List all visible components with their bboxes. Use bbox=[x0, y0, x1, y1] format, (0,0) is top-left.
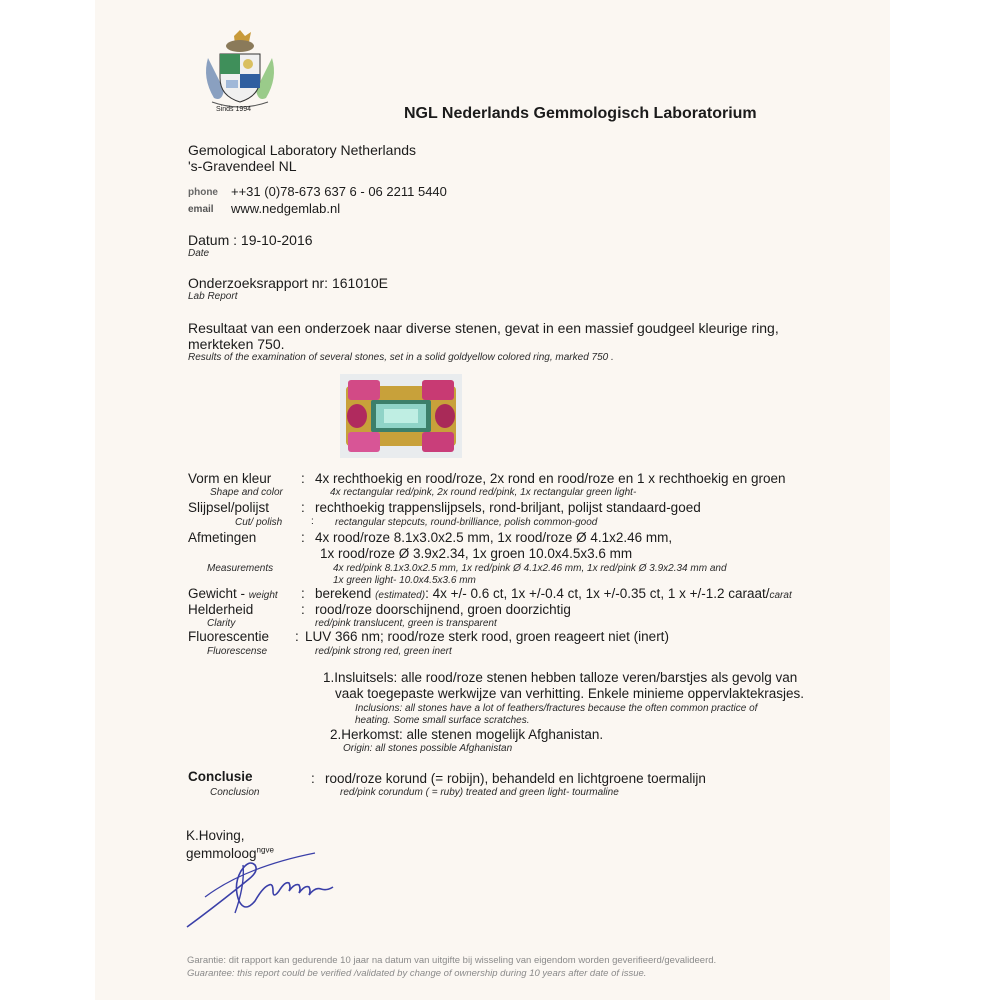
weight-label-line bbox=[188, 586, 278, 601]
shape-value: 4x rechthoekig en rood/roze, 2x rond en rood/roze en 1 x rechthoekig en groen bbox=[315, 471, 786, 486]
description-en: Results of the examination of several stones, set in a solid goldyellow colored ring, marked 750 . bbox=[188, 352, 614, 363]
measurements-label: Afmetingen bbox=[188, 530, 257, 545]
measurements-label-en: Measurements bbox=[207, 563, 274, 574]
measurements-value-1: 4x rood/roze 8.1x3.0x2.5 mm, 1x rood/roze Ø 4.1x2.46 mm, bbox=[315, 530, 673, 545]
lab-logo bbox=[200, 28, 280, 120]
ring-photo bbox=[340, 374, 462, 458]
english-name: Gemological Laboratory Netherlands bbox=[188, 142, 417, 158]
clarity-label: Helderheid bbox=[188, 602, 254, 617]
email-label: email bbox=[188, 204, 214, 215]
date-label-en: Date bbox=[188, 248, 210, 259]
date-value: 19-10-2016 bbox=[240, 232, 313, 248]
weight-label-en: weight bbox=[248, 590, 278, 601]
weight-unit-en: carat bbox=[769, 590, 792, 601]
handwritten-signature bbox=[183, 835, 373, 935]
date-label: Datum bbox=[188, 232, 230, 248]
conclusion-label-en: Conclusion bbox=[210, 787, 260, 798]
inclusions-nl-1: 1.Insluitsels: alle rood/roze stenen hebben talloze veren/barstjes als gevolg van bbox=[323, 670, 798, 685]
city: 's-Gravendeel NL bbox=[188, 158, 297, 174]
fluorescence-value-en: red/pink strong red, green inert bbox=[315, 646, 452, 657]
measurements-value-en-2: 1x green light- 10.0x4.5x3.6 mm bbox=[333, 575, 476, 586]
cut-value-en: rectangular stepcuts, round-brilliance, polish common-good bbox=[335, 517, 598, 528]
guarantee-nl: Garantie: dit rapport kan gedurende 10 jaar na datum van uitgifte bij wisseling van eigendom worden geverifieerd/gevalideerd. bbox=[187, 955, 717, 966]
logo-motto: Sinds 1994 bbox=[216, 106, 252, 113]
report-number-value: 161010E bbox=[331, 275, 389, 291]
report-number-label-en: Lab Report bbox=[188, 291, 238, 302]
measurements-value-en-1: 4x red/pink 8.1x3.0x2.5 mm, 1x red/pink Ø 4.1x2.46 mm, 1x red/pink Ø 3.9x2.34 mm and bbox=[333, 563, 727, 574]
fluorescence-label: Fluorescentie bbox=[188, 629, 270, 644]
weight-estimated: (estimated) bbox=[375, 590, 426, 601]
signer-title: gemmoloog bbox=[186, 846, 257, 861]
inclusions-en-1: Inclusions: all stones have a lot of feathers/fractures because the often common practice of bbox=[355, 703, 758, 714]
shape-label: Vorm en kleur bbox=[188, 471, 272, 486]
cut-label: Slijpsel/polijst bbox=[188, 500, 270, 515]
inclusions-en-2: heating. Some small surface scratches. bbox=[355, 715, 530, 726]
fluorescence-label-en: Fluorescense bbox=[207, 646, 268, 657]
phone-value: ++31 (0)78-673 637 6 - 06 2211 5440 bbox=[231, 184, 447, 199]
cut-value: rechthoekig trappenslijpsels, rond-briljant, polijst standaard-goed bbox=[315, 500, 701, 515]
signature-scribble-icon bbox=[183, 835, 373, 935]
conclusion-label: Conclusie bbox=[188, 769, 253, 784]
report-number-label: Onderzoeksrapport nr: bbox=[188, 275, 329, 291]
weight-calc: berekend bbox=[315, 586, 372, 601]
phone-label: phone bbox=[188, 187, 218, 198]
origin-en: Origin: all stones possible Afghanistan bbox=[343, 743, 513, 754]
signer-title-sup: ngve bbox=[256, 845, 274, 855]
clarity-value-en: red/pink translucent, green is transparent bbox=[315, 618, 497, 629]
weight-value: : 4x +/- 0.6 ct, 1x +/-0.4 ct, 1x +/-0.35 ct, 1 x +/-1.2 caraat/ bbox=[425, 586, 770, 601]
report-number-line bbox=[188, 275, 388, 291]
lab-name-title: NGL Nederlands Gemmologisch Laboratorium bbox=[404, 105, 757, 122]
shape-value-en: 4x rectangular red/pink, 2x round red/pink, 1x rectangular green light- bbox=[330, 487, 637, 498]
clarity-value: rood/roze doorschijnend, groen doorzichtig bbox=[315, 602, 571, 617]
date-line: Datum : 19-10-2016 bbox=[188, 232, 313, 248]
description-nl-2: merkteken 750. bbox=[188, 336, 285, 352]
measurements-value-2: 1x rood/roze Ø 3.9x2.34, 1x groen 10.0x4.5x3.6 mm bbox=[320, 546, 633, 561]
weight-label: Gewicht - bbox=[188, 586, 246, 601]
email-value: www.nedgemlab.nl bbox=[231, 201, 341, 216]
shape-label-en: Shape and color bbox=[210, 487, 283, 498]
clarity-label-en: Clarity bbox=[207, 618, 236, 629]
report-page: Sinds 1994 NGL Nederlands Gemmologisch Laboratorium Gemological Laboratory Netherlands 's-Gravendeel NL phone ++31 (0)78-673 637 6 - 06 2211 5440 email www.nedgemlab.nl Datum : 19-10-2016 Date Onderzoeksrapport nr: 161010E Lab Report Resultaat van een onderzoek naar diverse stenen, gevat in een massief goudgeel kleurige ring, merkteken 750. Results of the examination of several stones, set in a solid goldyellow colored ring, marked 750 . Vorm en kleur : 4x rechthoekig en rood/roze, 2x rond en rood/roze en 1 x rechthoekig en groen Shape and color 4x rectangular red/pink, 2x round red/pink, 1x rectangular green light- Slijpsel/polijst : rechthoekig trappenslijpsels, rond-briljant, polijst standaard-goed Cut/ polish : rectangular stepcuts, round-brilliance, polish common-good Afmetingen : 4x rood/roze 8.1x3.0x2.5 mm, 1x rood/roze Ø 4.1x2.46 mm, 1x rood/roze Ø 3.9x2.34, 1x groen 10.0x4.5x3.6 mm Measurements 4x red/pink 8.1x3.0x2.5 mm, 1x red/pink Ø 4.1x2.46 mm, 1x red/pink Ø 3.9x2.34 mm and 1x green light- 10.0x4.5x3.6 mm Gewicht - weight : berekend (estimated): 4x +/- 0.6 ct, 1x +/-0.4 ct, 1x +/-0.35 ct, 1 x +/-1.2 caraat/carat Helderheid : rood/roze doorschijnend, groen doorzichtig Clarity red/pink translucent, green is transparent Fluorescentie : LUV 366 nm; rood/roze sterk rood, groen reageert niet (inert) Fluorescense red/pink strong red, green inert 1.Insluitsels: alle rood/roze stenen hebben talloze veren/barstjes als gevolg van vaak toegepaste werkwijze van verhitting. Enkele minieme oppervlaktekrasjes. Inclusions: all stones have a lot of feathers/fractures because the often common practice of heating. Some small surface scratches. 2.Herkomst: alle stenen mogelijk Afghanistan. Origin: all stones possible Afghanistan Conclusie : rood/roze korund (= robijn), behandeld en lichtgroene toermalijn Conclusion red/pink corundum ( = ruby) treated and green light- tourmaline K.Hoving, gemmoloog$^{ngve}$ Garantie: dit rapport kan gedurende 10 jaar na datum van uitgifte bij wisseling van eigendom worden geverifieerd/gevalideerd. Guarantee: this report could be verified /validated by change of ownership during 10 years after date of issue. bbox=[95, 0, 890, 1000]
conclusion-value: rood/roze korund (= robijn), behandeld en lichtgroene toermalijn bbox=[325, 771, 706, 786]
weight-value-line bbox=[315, 586, 792, 601]
guarantee-en: Guarantee: this report could be verified /validated by change of ownership during 10 years after date of issue. bbox=[187, 968, 647, 979]
inclusions-nl-2: vaak toegepaste werkwijze van verhitting. Enkele minieme oppervlaktekrasjes. bbox=[335, 686, 804, 701]
description-nl-1: Resultaat van een onderzoek naar diverse stenen, gevat in een massief goudgeel kleurige ring, bbox=[188, 320, 779, 336]
fluorescence-value: LUV 366 nm; rood/roze sterk rood, groen reageert niet (inert) bbox=[305, 629, 669, 644]
signer-name: K.Hoving, bbox=[186, 828, 245, 843]
ring-image bbox=[340, 374, 462, 458]
origin-nl: 2.Herkomst: alle stenen mogelijk Afghanistan. bbox=[330, 727, 604, 742]
cut-label-en: Cut/ polish bbox=[235, 517, 283, 528]
conclusion-value-en: red/pink corundum ( = ruby) treated and green light- tourmaline bbox=[340, 787, 619, 798]
